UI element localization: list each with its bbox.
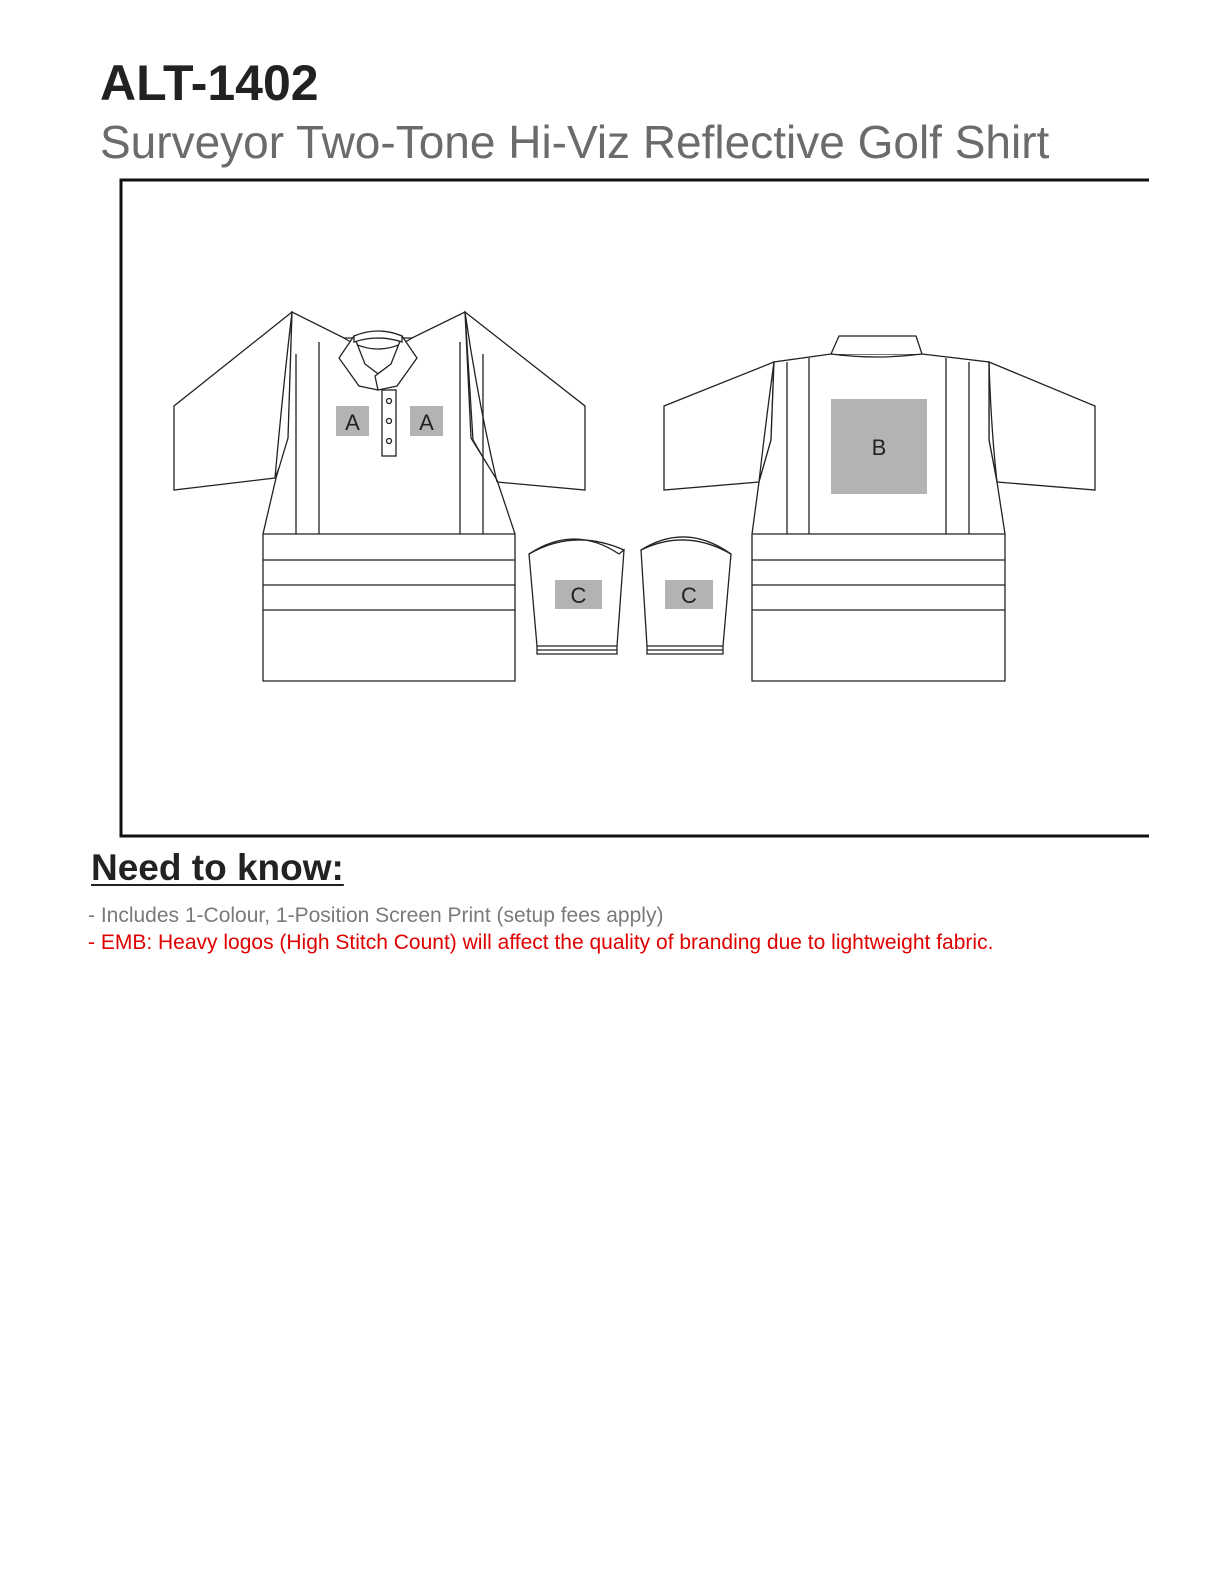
print-area-left-chest-label: A xyxy=(345,410,360,435)
notes-heading: Need to know: xyxy=(91,847,344,888)
garment-diagram-frame xyxy=(119,178,1149,838)
note-item-screen-print: - Includes 1-Colour, 1-Position Screen Print (setup fees apply) xyxy=(88,904,664,927)
notes-list xyxy=(88,902,993,956)
shirt-front-view xyxy=(174,312,585,681)
print-area-back-label: B xyxy=(871,435,887,460)
print-area-left-sleeve-label: C xyxy=(570,583,587,608)
shirt-back-view xyxy=(664,336,1095,681)
note-item-embroidery-warning: - EMB: Heavy logos (High Stitch Count) will affect the quality of branding due to lightweight fabric. xyxy=(88,931,994,954)
print-area-right-chest-label: A xyxy=(419,410,434,435)
print-area-right-sleeve-label: C xyxy=(681,583,697,608)
product-name: Surveyor Two-Tone Hi-Viz Reflective Golf Shirt xyxy=(100,116,1050,168)
product-code: ALT-1402 xyxy=(100,55,319,111)
